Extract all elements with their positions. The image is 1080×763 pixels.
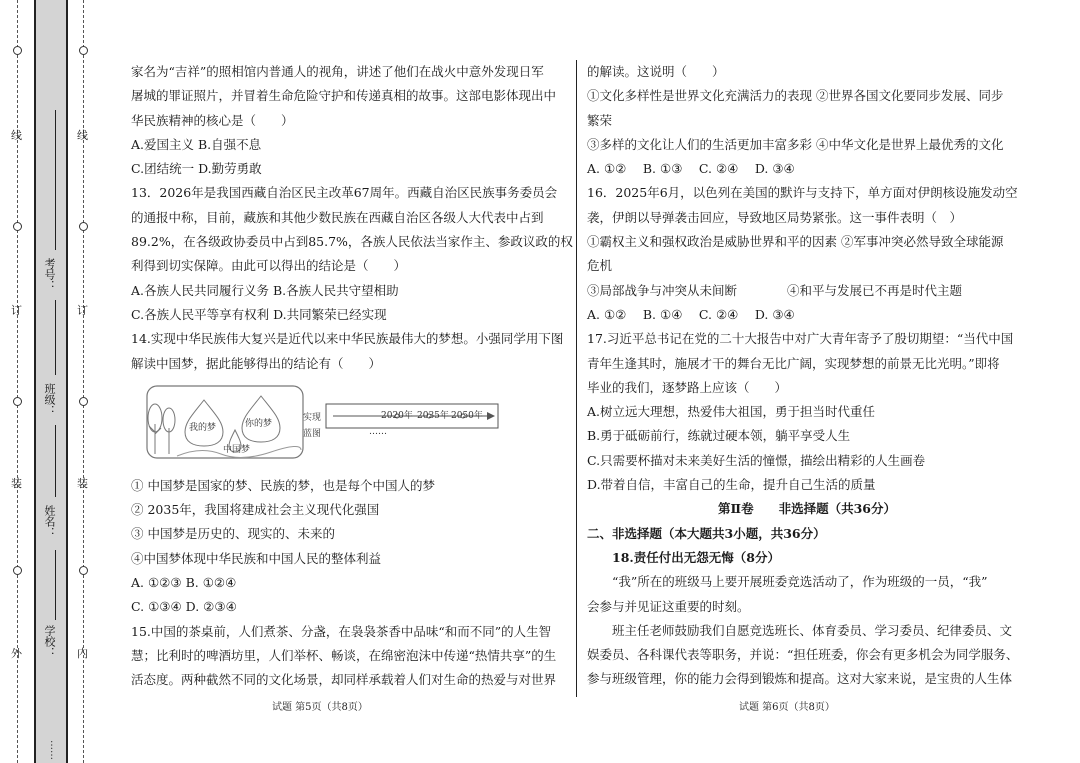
name-field-label: 姓名：	[43, 505, 56, 538]
punch-hole-icon	[79, 222, 88, 231]
paragraph-line: 班主任老师鼓励我们自愿竞选班长、体育委员、学习委员、纪律委员、文	[612, 622, 1013, 638]
statement-2: ② 2035年，我国将建成社会主义现代化强国	[131, 502, 380, 518]
outer-char: 线	[11, 129, 22, 142]
answer-option: C. ①③④ D. ②③④	[131, 599, 237, 615]
text-line: 家名为“吉祥”的照相馆内普通人的视角，讲述了他们在战火中意外发现日军	[131, 64, 544, 79]
page-footer-right: 试题 第6页（共8页）	[739, 702, 835, 713]
statement-line: ③多样的文化让人们的生活更加丰富多彩 ④中华文化是世界上最优秀的文化	[587, 136, 1004, 152]
answer-option: A. ①②③ B. ①②④	[131, 575, 237, 591]
text-line: 89.2%，在各级政协委员中占到85.7%，各族人民依法当家作主、参政议政的权	[131, 234, 573, 250]
answer-options: A. ①② B. ①④ C. ②④ D. ③④	[587, 306, 795, 322]
punch-hole-icon	[79, 397, 88, 406]
statement-line: ③局部战争与冲突从未间断 ④和平与发展已不再是时代主题	[587, 282, 963, 298]
paragraph-line: “我”所在的班级马上要开展班委竞选活动了，作为班级的一员，“我”	[612, 574, 988, 590]
text-line: 慧；比利时的啤酒坊里，人们举杯、畅谈，在绵密泡沫中传递“热情共享”的生	[131, 647, 557, 663]
china-dream-label: 中国梦	[223, 444, 251, 455]
year-2035-label: 2035年	[417, 410, 449, 421]
inner-char: 内	[77, 647, 88, 660]
inner-char: 装	[77, 477, 88, 490]
exam-number-field-label: 考号：	[43, 258, 56, 291]
class-field-label: 班级：	[43, 383, 56, 416]
text-line: 利得到切实保障。由此可以得出的结论是（ ）	[131, 258, 407, 274]
school-field-label: 学校：	[43, 625, 56, 658]
answer-option: B.勇于砥砺前行，练就过硬本领，躺平享受人生	[587, 428, 851, 444]
text-line: 袭，伊朗以导弹袭击回应，导致地区局势紧张。这一事件表明（ ）	[587, 209, 963, 225]
column-divider	[576, 60, 577, 697]
question-18-title: 18.责任付出无怨无悔（8分）	[612, 549, 780, 565]
statement-line: 繁荣	[587, 112, 613, 128]
text-line: 毕业的我们，逐梦路上应该（ ）	[587, 379, 788, 395]
answer-option: A.爱国主义 B.自强不息	[131, 136, 262, 152]
answer-option: C.各族人民平等享有权利 D.共同繁荣已经实现	[131, 306, 387, 322]
question-16: 16．2025年6月，以色列在美国的默许与支持下，单方面对伊朗核设施发动空	[587, 185, 1018, 201]
page-footer-left: 试题 第5页（共8页）	[272, 702, 368, 713]
answer-option: A.各族人民共同履行义务 B.各族人民共守望相助	[131, 282, 399, 298]
answer-option: A.树立远大理想，热爱伟大祖国，勇于担当时代重任	[587, 404, 876, 420]
statement-line: 危机	[587, 258, 613, 274]
statement-line: ①文化多样性是世界文化充满活力的表现 ②世界各国文化要同步发展、同步	[587, 88, 1004, 104]
statement-3: ③ 中国梦是历史的、现实的、未来的	[131, 526, 335, 542]
outer-char: 外	[11, 647, 22, 660]
outer-char: 订	[11, 304, 22, 317]
question-17: 17.习近平总书记在党的二十大报告中对广大青年寄予了殷切期望：“当代中国	[587, 331, 1014, 347]
year-2020-label: 2020年	[381, 410, 413, 421]
text-line: 活态度。两种截然不同的文化场景，却同样承载着人们对生命的热爱与对世界	[131, 672, 557, 688]
right-column	[587, 60, 1027, 692]
section-title: 二、非选择题（本大题共3小题，共36分）	[587, 525, 826, 541]
text-line: 的通报中称，目前，藏族和其他少数民族在西藏自治区各级人大代表中占到	[131, 209, 544, 225]
binding-margin	[0, 0, 100, 763]
name-field-line[interactable]	[55, 425, 56, 497]
blueprint-label: 蓝图	[303, 428, 322, 439]
text-line: 青年生逢其时，施展才干的舞台无比广阔，实现梦想的前景无比光明。”即将	[587, 355, 1000, 371]
punch-hole-icon	[13, 46, 22, 55]
text-line: 屠城的罪证照片，并冒着生命危险守护和传递真相的故事。这部电影体现出中	[131, 88, 557, 104]
statement-line: ①霸权主义和强权政治是威胁世界和平的因素 ②军事冲突必然导致全球能源	[587, 234, 1004, 250]
paragraph-line: 娱委员、各科课代表等职务，并说：“担任班委，你会有更多机会为同学服务、	[587, 647, 1019, 663]
part2-title: 第Ⅱ卷 非选择题（共36分）	[718, 501, 896, 517]
left-column	[131, 60, 573, 693]
answer-options: A. ①② B. ①③ C. ②④ D. ③④	[587, 161, 795, 177]
text-line: 解读中国梦，据此能够得出的结论有（ ）	[131, 355, 382, 371]
timeline-dots: ……	[369, 426, 387, 437]
statement-4: ④中国梦体现中华民族和中国人民的整体利益	[131, 550, 382, 566]
question-14: 14.实现中华民族伟大复兴是近代以来中华民族最伟大的梦想。小强同学用下图	[131, 331, 564, 347]
paragraph-line: 会参与并见证这重要的时刻。	[587, 598, 750, 614]
answer-option: D.带着自信，丰富自己的生命，提升自己生活的质量	[587, 477, 876, 493]
outer-char: 装	[11, 477, 22, 490]
inner-char: 线	[77, 129, 88, 142]
margin-dots: ……	[48, 740, 59, 760]
punch-hole-icon	[79, 566, 88, 575]
statement-1: ① 中国梦是国家的梦、民族的梦，也是每个中国人的梦	[131, 477, 435, 493]
class-field-line[interactable]	[55, 300, 56, 375]
text-line: 华民族精神的核心是（ ）	[131, 112, 294, 128]
reality-label: 实现	[303, 412, 322, 423]
your-dream-label: 你的梦	[245, 418, 273, 429]
exam-number-field-line[interactable]	[55, 110, 56, 250]
paragraph-line: 参与班级管理，你的能力会得到锻炼和提高。这对大家来说，是宝贵的人生体	[587, 671, 1013, 687]
punch-hole-icon	[79, 46, 88, 55]
punch-hole-icon	[13, 397, 22, 406]
punch-hole-icon	[13, 566, 22, 575]
school-field-line[interactable]	[55, 550, 56, 620]
year-2050-label: 2050年	[451, 410, 483, 421]
punch-hole-icon	[13, 222, 22, 231]
china-dream-diagram	[141, 380, 501, 468]
answer-option: C.只需要杯描对未来美好生活的憧憬，描绘出精彩的人生画卷	[587, 452, 926, 468]
text-line: 的解读。这说明（ ）	[587, 64, 725, 79]
my-dream-label: 我的梦	[189, 422, 217, 433]
inner-char: 订	[77, 304, 88, 317]
question-15: 15.中国的茶桌前，人们煮茶、分盏，在袅袅茶香中品味“和而不同”的人生智	[131, 623, 552, 639]
question-13: 13．2026年是我国西藏自治区民主改革67周年。西藏自治区民族事务委员会	[131, 185, 558, 201]
answer-option: C.团结统一 D.勤劳勇敢	[131, 161, 262, 177]
